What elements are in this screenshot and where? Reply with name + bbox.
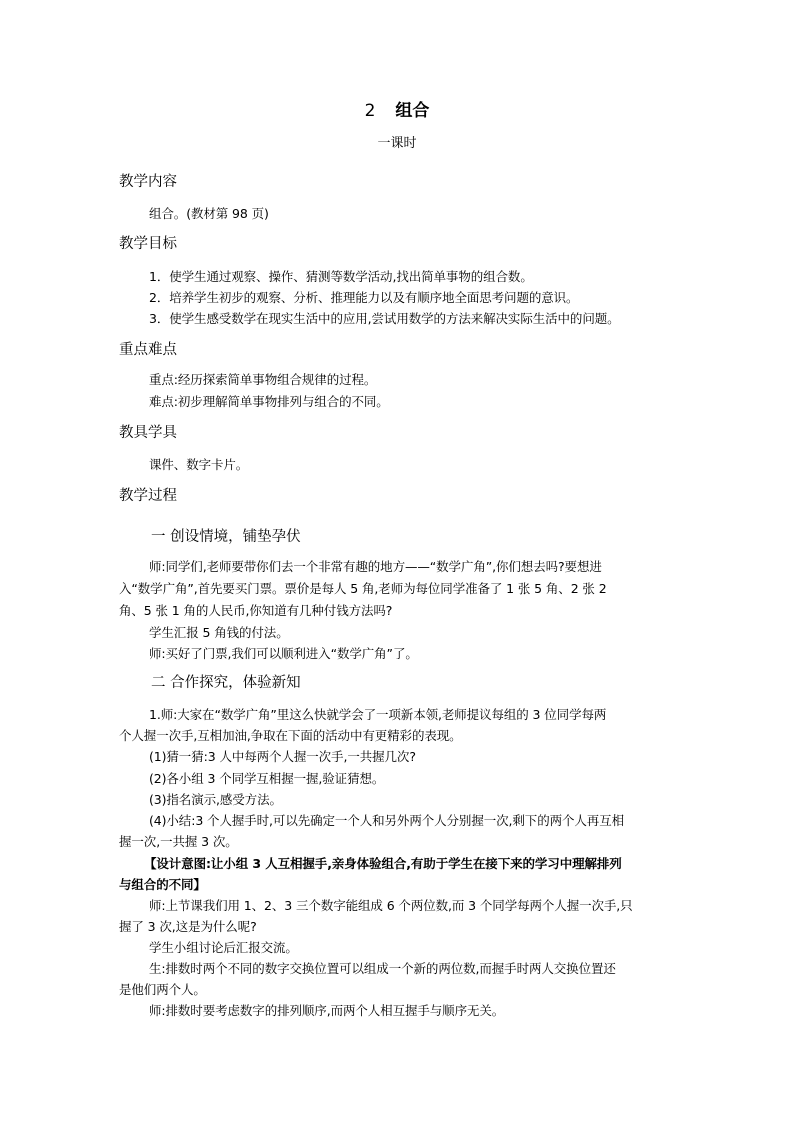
design-intent-line: 与组合的不同】 <box>119 877 206 892</box>
paragraph-line: 握了 3 次,这是为什么呢? <box>119 919 257 934</box>
section-heading-1: 一 创设情境，铺垫孕伏 <box>151 529 301 545</box>
section-heading-2: 二 合作探究，体验新知 <box>151 675 301 691</box>
paragraph-line: 生:排数时两个不同的数字交换位置可以组成一个新的两位数,而握手时两人交换位置还 <box>149 961 616 976</box>
goal-item: 1．使学生通过观察、操作、猜测等数学活动,找出简单事物的组合数。 <box>149 269 533 284</box>
paragraph-line: 师:排数时要考虑数字的排列顺序,而两个人相互握手与顺序无关。 <box>149 1003 505 1018</box>
content-text: 组合。(教材第 98 页) <box>149 206 269 221</box>
heading-tools: 教具学具 <box>119 425 177 441</box>
key-point: 重点:经历探索简单事物组合规律的过程。 <box>149 372 377 387</box>
goal-item: 2．培养学生初步的观察、分析、推理能力以及有顺序地全面思考问题的意识。 <box>149 290 579 305</box>
lesson-title <box>0 96 794 121</box>
lesson-title-text: 组合 <box>395 101 430 121</box>
heading-key-points: 重点难点 <box>119 342 177 358</box>
difficult-point: 难点:初步理解简单事物排列与组合的不同。 <box>149 394 389 409</box>
paragraph-line: 师:上节课我们用 1、2、3 三个数字能组成 6 个两位数,而 3 个同学每两个人握一次手,只 <box>149 898 633 913</box>
paragraph-line: (4)小结:3 个人握手时,可以先确定一个人和另外两个人分别握一次,剩下的两个人再互相 <box>149 813 624 828</box>
tools-text: 课件、数字卡片。 <box>149 457 249 472</box>
paragraph-line: (2)各小组 3 个同学互相握一握,验证猜想。 <box>149 771 385 786</box>
design-intent-line: 【设计意图:让小组 3 人互相握手,亲身体验组合,有助于学生在接下来的学习中理解排列 <box>144 856 622 871</box>
heading-process: 教学过程 <box>119 488 177 504</box>
heading-content: 教学内容 <box>119 174 177 190</box>
paragraph-line: (1)猜一猜:3 人中每两个人握一次手,一共握几次? <box>149 749 416 764</box>
lesson-number: 2 <box>364 101 376 121</box>
paragraph-line: 师:同学们,老师要带你们去一个非常有趣的地方——“数学广角”,你们想去吗?要想进 <box>149 559 602 574</box>
paragraph-line: 握一次,一共握 3 次。 <box>119 834 238 849</box>
lesson-subtitle: 一课时 <box>377 136 417 151</box>
paragraph-line: 师:买好了门票,我们可以顺利进入“数学广角”了。 <box>149 646 418 661</box>
paragraph-line: 个人握一次手,互相加油,争取在下面的活动中有更精彩的表现。 <box>119 728 462 743</box>
paragraph-line: 学生小组讨论后汇报交流。 <box>149 940 298 955</box>
paragraph-line: 入“数学广角”,首先要买门票。票价是每人 5 角,老师为每位同学准备了 1 张 5 角、2 张 2 <box>119 581 607 596</box>
paragraph-line: (3)指名演示,感受方法。 <box>149 792 282 807</box>
paragraph-line: 学生汇报 5 角钱的付法。 <box>149 625 289 640</box>
paragraph-line: 1.师:大家在“数学广角”里这么快就学会了一项新本领,老师提议每组的 3 位同学每两 <box>149 707 607 722</box>
paragraph-line: 角、5 张 1 角的人民币,你知道有几种付钱方法吗? <box>119 603 393 618</box>
goal-item: 3．使学生感受数学在现实生活中的应用,尝试用数学的方法来解决实际生活中的问题。 <box>149 311 620 326</box>
paragraph-line: 是他们两个人。 <box>119 982 206 997</box>
heading-goals: 教学目标 <box>119 236 177 252</box>
